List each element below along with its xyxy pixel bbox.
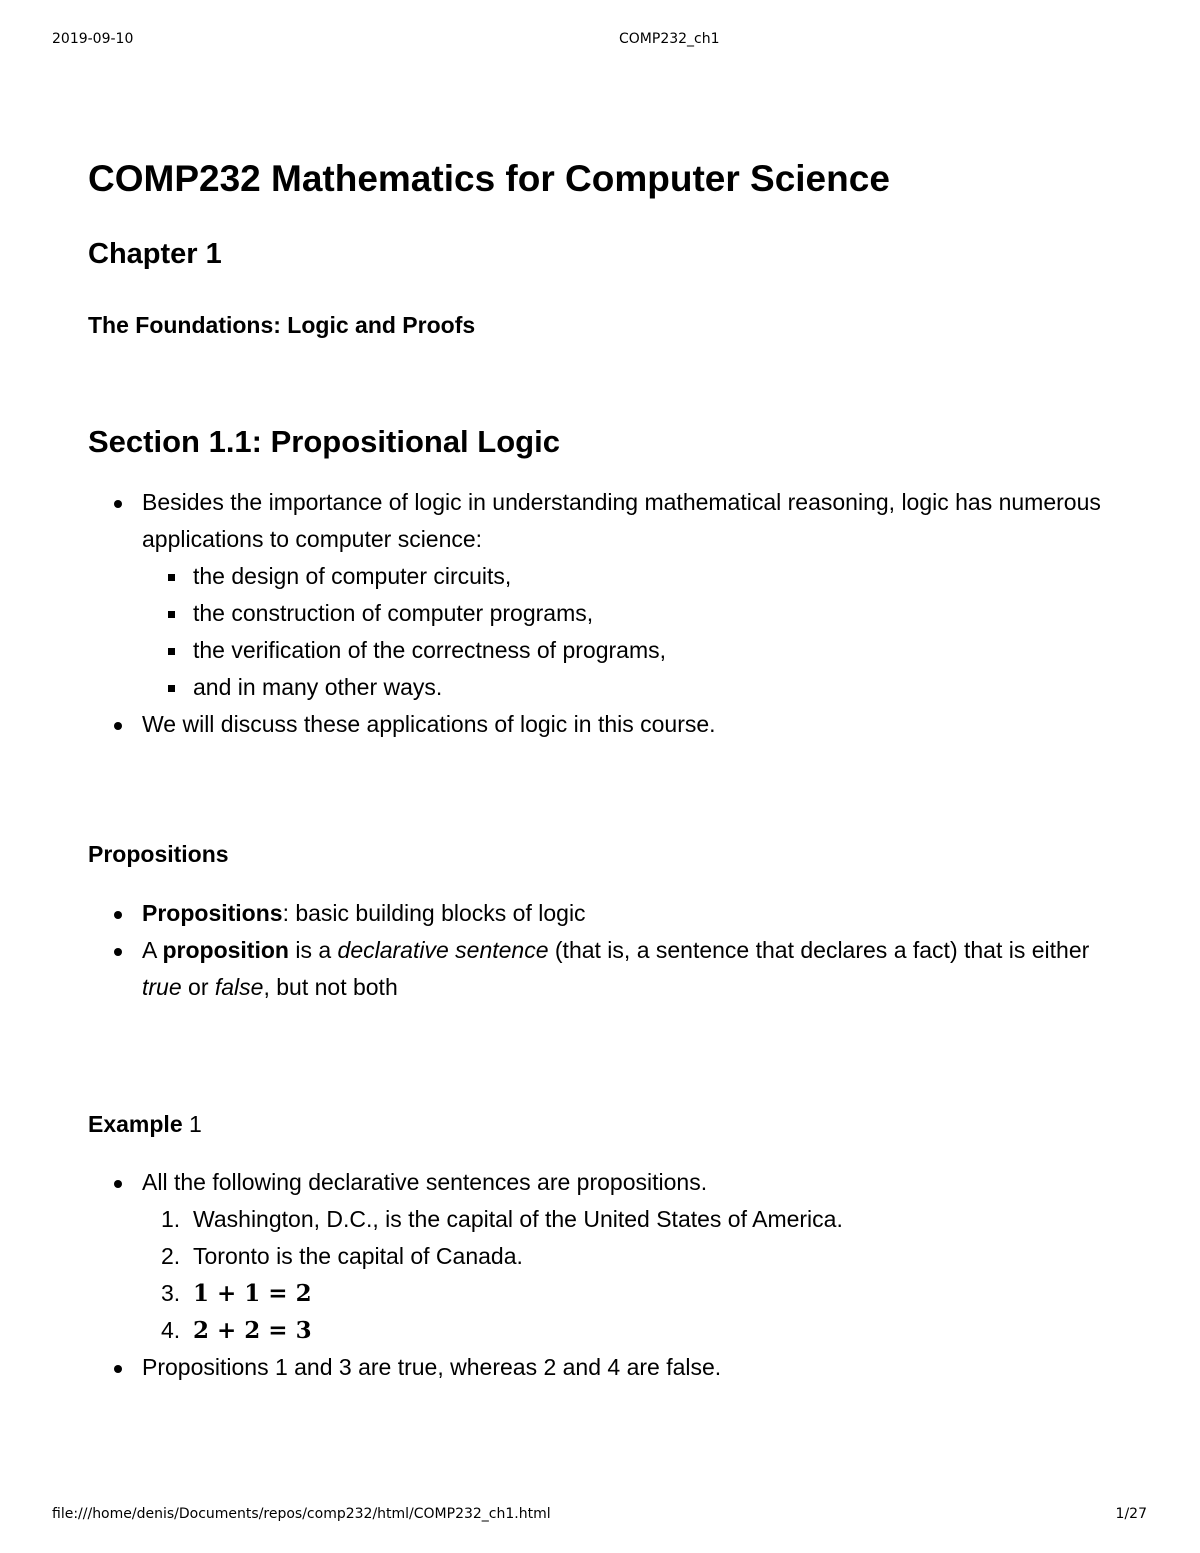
list-number: 3. [161, 1280, 181, 1306]
list-item [88, 632, 1118, 669]
term-italic: false [214, 974, 264, 1000]
list-item-text: We will discuss these applications of logic in this course. [142, 711, 716, 737]
term-bold: proposition [162, 937, 289, 963]
example-heading-label: Example [88, 1111, 183, 1137]
section-bullet-list [88, 484, 1118, 743]
print-date: 2019-09-10 [52, 31, 134, 47]
list-item-text: the design of computer circuits, [193, 563, 512, 589]
list-item [88, 1164, 1118, 1201]
list-item-text: Besides the importance of logic in understanding mathematical reasoning, logic has numerous applications to computer science: [142, 489, 1101, 552]
numbered-list [88, 1201, 1118, 1349]
term-bold: Propositions [142, 900, 283, 926]
bullet-square-icon [168, 648, 175, 655]
example-list [88, 1164, 1118, 1386]
list-item [88, 595, 1118, 632]
list-item [88, 1201, 1118, 1238]
bullet-square-icon [168, 685, 175, 692]
term-italic: true [142, 974, 182, 1000]
text-fragment: , but not both [263, 974, 398, 1000]
section-heading: Section 1.1: Propositional Logic [88, 424, 560, 459]
list-item-text: the verification of the correctness of programs, [193, 637, 666, 663]
bullet-dot-icon [114, 911, 122, 919]
math-expression: 2 + 2 = 3 [193, 1317, 312, 1344]
bullet-dot-icon [114, 500, 122, 508]
chapter-subtitle: The Foundations: Logic and Proofs [88, 312, 476, 338]
bullet-dot-icon [114, 1365, 122, 1373]
list-item [88, 484, 1118, 558]
propositions-heading: Propositions [88, 841, 229, 867]
list-item [88, 1238, 1118, 1275]
list-item-text: the construction of computer programs, [193, 600, 594, 626]
bullet-square-icon [168, 611, 175, 618]
list-item-text: Toronto is the capital of Canada. [193, 1243, 523, 1269]
list-item [88, 1275, 1118, 1312]
list-item [88, 706, 1118, 743]
example-heading [88, 1111, 202, 1138]
list-item [88, 1349, 1118, 1386]
list-number: 4. [161, 1317, 181, 1343]
list-item [88, 669, 1118, 706]
page-title: COMP232 Mathematics for Computer Science [88, 158, 890, 199]
bullet-dot-icon [114, 722, 122, 730]
text-fragment: or [181, 974, 215, 1000]
list-number: 2. [161, 1243, 181, 1269]
text-fragment: is a [288, 937, 338, 963]
list-item [88, 932, 1118, 1006]
print-doc-title: COMP232_ch1 [619, 31, 720, 47]
bullet-dot-icon [114, 948, 122, 956]
list-item-text: Propositions 1 and 3 are true, whereas 2 and 4 are false. [142, 1354, 722, 1380]
list-item [88, 1312, 1118, 1349]
chapter-heading: Chapter 1 [88, 238, 222, 270]
term-italic: declarative sentence [337, 937, 549, 963]
nested-list [88, 558, 1118, 706]
text-fragment: (that is, a sentence that declares a fact) that is either [548, 937, 1090, 963]
list-item-text: All the following declarative sentences are propositions. [142, 1169, 708, 1195]
list-number: 1. [161, 1206, 181, 1232]
bullet-square-icon [168, 574, 175, 581]
propositions-list [88, 895, 1118, 1006]
list-item-text: and in many other ways. [193, 674, 443, 700]
text-fragment: A [142, 937, 163, 963]
example-number: 1 [189, 1111, 202, 1137]
print-file-path: file:///home/denis/Documents/repos/comp232/html/COMP232_ch1.html [52, 1506, 551, 1522]
math-expression: 1 + 1 = 2 [193, 1280, 312, 1307]
bullet-dot-icon [114, 1180, 122, 1188]
list-item [88, 895, 1118, 932]
list-item-text: Washington, D.C., is the capital of the United States of America. [193, 1206, 843, 1232]
list-item [88, 558, 1118, 595]
print-page-number: 1/27 [1115, 1506, 1147, 1522]
list-item-text: : basic building blocks of logic [282, 900, 586, 926]
